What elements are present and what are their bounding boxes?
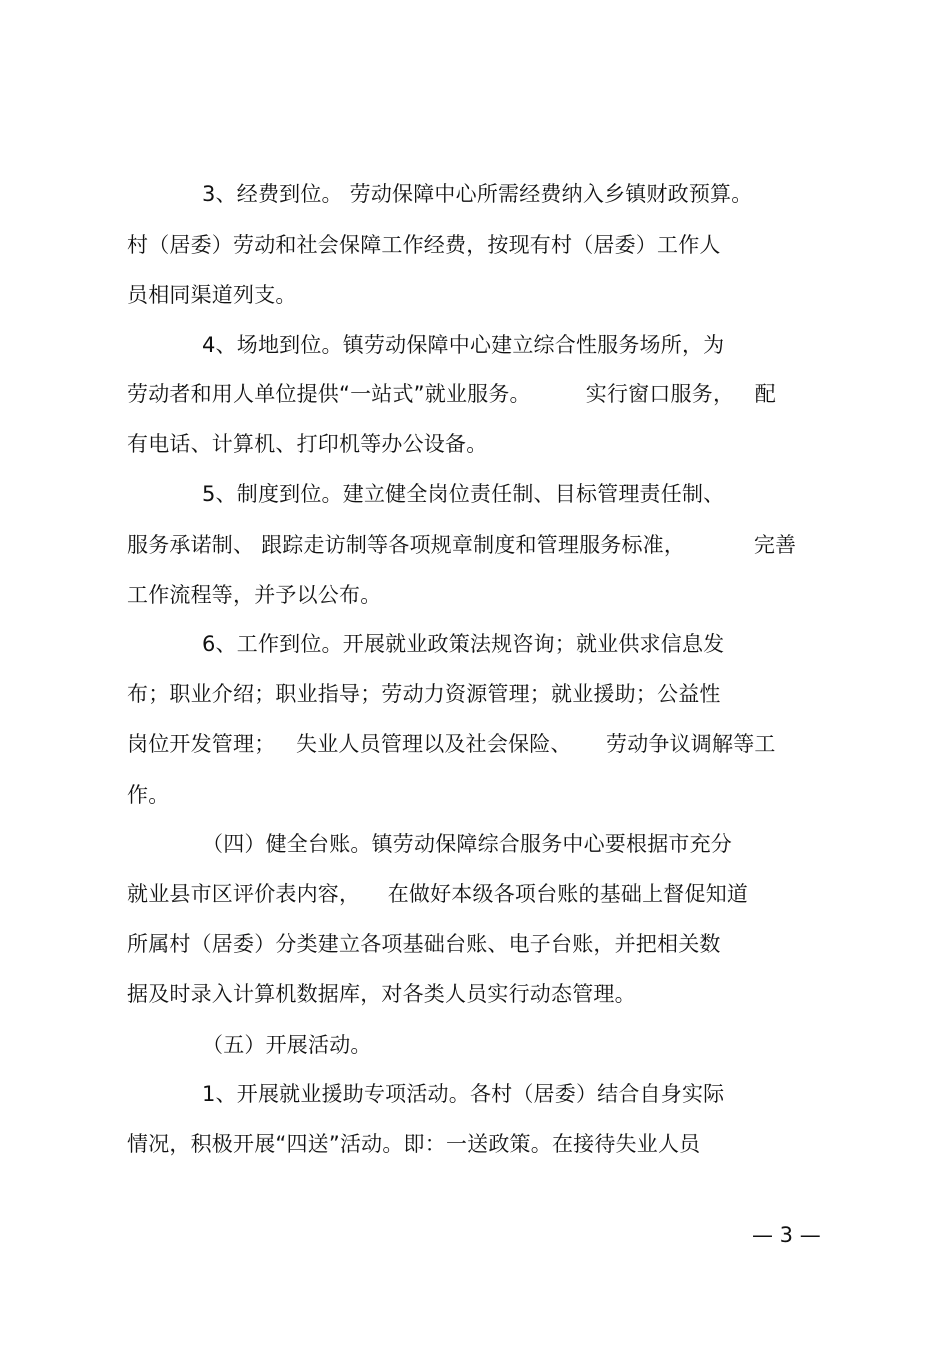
text-line: 工作流程等，并予以公布。	[127, 583, 382, 607]
text-line: 服务承诺制、 跟踪走访制等各项规章制度和管理服务标准， 完善	[127, 533, 797, 557]
text-line: 布；职业介绍；职业指导；劳动力资源管理；就业援助；公益性	[127, 682, 721, 706]
page-number: — 3 —	[752, 1223, 821, 1247]
text-line: 所属村（居委）分类建立各项基础台账、电子台账，并把相关数	[127, 932, 721, 956]
text-line: 就业县市区评价表内容， 在做好本级各项台账的基础上督促知道	[127, 882, 749, 906]
text-line: 5、制度到位。建立健全岗位责任制、目标管理责任制、	[202, 482, 725, 506]
text-line: 劳动者和用人单位提供“一站式”就业服务。 实行窗口服务， 配	[127, 382, 776, 406]
text-line: （四）健全台账。镇劳动保障综合服务中心要根据市充分	[202, 832, 732, 856]
text-line: 据及时录入计算机数据库，对各类人员实行动态管理。	[127, 982, 636, 1006]
text-line: 岗位开发管理； 失业人员管理以及社会保险、 劳动争议调解等工	[127, 732, 776, 756]
text-line: 4、场地到位。镇劳动保障中心建立综合性服务场所，为	[202, 333, 725, 357]
section-heading: （五）开展活动。	[202, 1033, 372, 1057]
text-line: 3、经费到位。 劳动保障中心所需经费纳入乡镇财政预算。	[202, 182, 753, 206]
text-line: 员相同渠道列支。	[127, 283, 297, 307]
text-line: 村（居委）劳动和社会保障工作经费，按现有村（居委）工作人	[127, 233, 721, 257]
text-line: 有电话、计算机、打印机等办公设备。	[127, 432, 488, 456]
text-line: 情况，积极开展“四送”活动。即：一送政策。在接待失业人员	[127, 1132, 701, 1156]
text-line: 6、工作到位。开展就业政策法规咨询；就业供求信息发	[202, 632, 725, 656]
text-line: 作。	[127, 783, 170, 807]
text-line: 1、开展就业援助专项活动。各村（居委）结合自身实际	[202, 1082, 725, 1106]
